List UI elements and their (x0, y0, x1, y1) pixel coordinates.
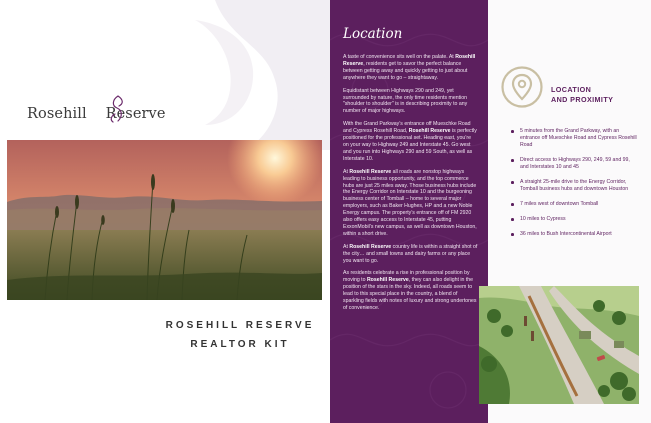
logo-word-right: Reserve (105, 106, 166, 122)
location-paragraph (343, 88, 478, 116)
location-paragraph (343, 169, 478, 238)
paragraph-text: As residents celebrate a rise in professional position by moving to (343, 270, 470, 284)
brand-name-emphasis: Rosehill Reserve (408, 128, 451, 135)
floral-watermark (175, 0, 335, 150)
logo-wordmark (27, 106, 166, 122)
sunset-field-photo (7, 140, 322, 300)
paragraph-text: At (343, 243, 350, 250)
realtor-kit-title (150, 316, 330, 354)
list-item: Direct access to Highways 290, 249, 59 and 99, and Interstates 10 and 45 (510, 157, 638, 171)
logo-word-left: Rosehill (27, 106, 87, 122)
location-paragraph (343, 121, 478, 162)
paragraph-text: With the Grand Parkway’s entrance off Mueschke Road and Cypress Rosehill Road, (343, 121, 471, 135)
proximity-title-line2: AND PROXIMITY (551, 95, 614, 104)
location-body (343, 54, 478, 318)
paragraph-text: all roads are nonstop highways leading to business opportunity, and the top commerce hubs are just 25 miles away. Those business hubs include the Energy Corridor on Interstate 10 and the burgeoning business center of Tomball – home to several major employers, such as Baker Hughes, HP and a new Noble Energy campus. The property’s entrance off of FM 2920 also offers easy access to Interstate 45, putting ExxonMobil’s new campus, as well as downtown Houston, within a short drive. (343, 168, 477, 237)
aerial-rendering (479, 286, 639, 404)
brand-name-emphasis: Rosehill Reserve (343, 54, 476, 67)
paragraph-text: , they can also delight in the position of the stars in the sky. Indeed, all roads seem to lead to this special place in the country, a blend of sparkling fields with notes of luxury and strong undertones of convenience. (343, 277, 477, 311)
location-paragraph (343, 244, 478, 265)
paragraph-text: A taste of convenience sits well on the palate. At (343, 54, 456, 60)
proximity-title (551, 85, 613, 105)
paragraph-text: country life is within a straight shot of the city… and small towns and dairy farms or any place you want to go. (343, 243, 478, 264)
list-item: 10 miles to Cypress (510, 216, 638, 223)
paragraph-text: is perfectly positioned for the professional set. Heading east, you’re on your way to Highway 249 and Interstate 45. Go west and you run into Highways 290 and 59 South, as well as Interstate 10. (343, 128, 477, 162)
location-heading: Location (343, 26, 403, 42)
proximity-list (510, 128, 638, 246)
paragraph-text: Equidistant between Highways 290 and 249, yet surrounded by nature, the only time residents mention "shoulder to shoulder" is in describing proximity to any number of major highways. (343, 87, 468, 115)
proximity-title-line1: LOCATION (551, 85, 592, 94)
list-item: 5 minutes from the Grand Parkway, with an entrance off Mueschke Road and Cypress Rosehill Road (510, 128, 638, 149)
brand-name-emphasis: Rosehill Reserve (349, 243, 392, 250)
kit-title-line1: ROSEHILL RESERVE (165, 320, 315, 331)
brand-name-emphasis: Rosehill Reserve (366, 277, 409, 284)
list-item: 36 miles to Bush Intercontinental Airport (510, 231, 638, 238)
list-item: A straight 25-mile drive to the Energy Corridor, Tomball business hubs and downtown Houston (510, 179, 638, 193)
paragraph-text: , residents get to savor the perfect balance between getting away and quickly getting to just about anywhere they want to go – straightaway. (343, 60, 468, 81)
paragraph-text: At (343, 168, 350, 175)
location-paragraph (343, 270, 478, 311)
location-paragraph (343, 54, 478, 82)
location-panel (330, 0, 488, 423)
map-pin-icon (501, 66, 543, 108)
kit-title-line2: REALTOR KIT (190, 339, 290, 350)
brand-name-emphasis: Rosehill Reserve (349, 168, 392, 175)
list-item: 7 miles west of downtown Tomball (510, 201, 638, 208)
logo-flourish-icon (107, 94, 129, 124)
